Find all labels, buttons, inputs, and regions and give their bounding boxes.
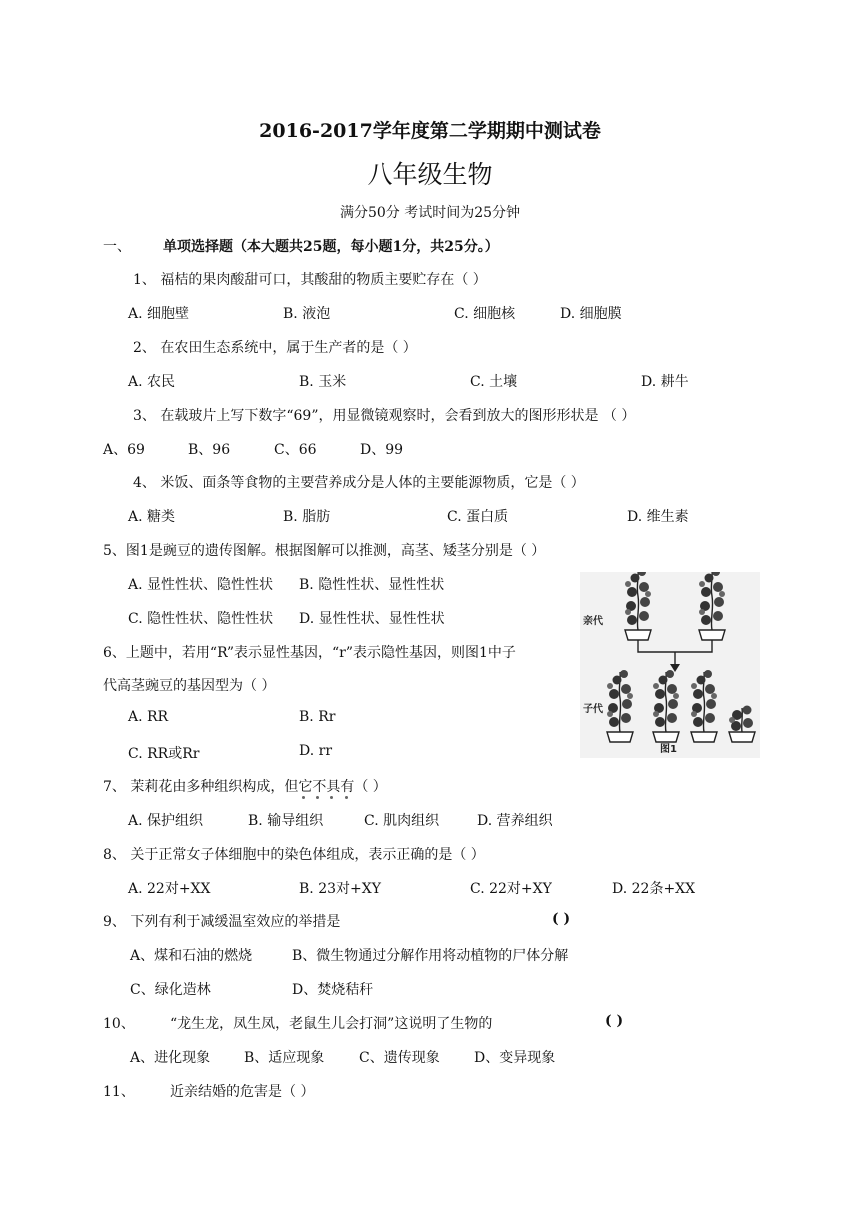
q4-option-c: C. 蛋白质 (447, 509, 509, 525)
q10-option-a: A、进化现象 (130, 1050, 211, 1066)
q8-option-d: D. 22条+XX (612, 881, 696, 897)
q5-option-c: C. 隐性性状、隐性性状 (128, 611, 274, 627)
q2-option-a: A. 农民 (128, 374, 176, 390)
question-7-stem: 7、 茉莉花由多种组织构成，但它不具有（ ） (103, 779, 387, 795)
q3-option-a: A、69 (103, 442, 145, 458)
question-10-stem: “龙生龙，凤生凤，老鼠生儿会打洞”这说明了生物的 (170, 1016, 493, 1032)
q4-option-a: A. 糖类 (128, 509, 176, 525)
question-5-stem: 5、图1是豌豆的遗传图解。根据图解可以推测，高茎、矮茎分别是（ ） (103, 543, 546, 559)
figure-caption: 图1 (660, 744, 677, 755)
cross-line (638, 640, 712, 652)
q10-answer-blank: ( ) (605, 1013, 624, 1029)
figure-1-pea-heredity (580, 572, 760, 758)
q6-option-b: B. Rr (299, 709, 336, 725)
q10-option-b: B、适应现象 (244, 1050, 325, 1066)
q5-option-a: A. 显性性状、隐性性状 (128, 577, 274, 593)
question-8-stem: 8、 关于正常女子体细胞中的染色体组成，表示正确的是（ ） (103, 847, 485, 863)
q1-option-b: B. 液泡 (283, 306, 331, 322)
q7-option-c: C. 肌肉组织 (364, 813, 440, 829)
emphasis-dot (316, 796, 319, 799)
q9-option-d: D、焚烧秸秆 (292, 982, 374, 998)
q6-option-d: D. rr (299, 743, 333, 759)
q8-option-c: C. 22对+XY (470, 881, 552, 897)
q6-option-a: A. RR (128, 709, 169, 725)
q2-option-d: D. 耕牛 (641, 374, 689, 390)
q8-option-b: B. 23对+XY (299, 881, 381, 897)
q1-option-c: C. 细胞核 (454, 306, 516, 322)
question-3-stem: 3、 在载玻片上写下数字“69”，用显微镜观察时，会看到放大的图形形状是 （ ） (133, 408, 636, 424)
q2-option-b: B. 玉米 (299, 374, 347, 390)
emphasis-dot (330, 796, 333, 799)
exam-title: 2016-2017学年度第二学期期中测试卷 (259, 120, 601, 142)
q7-option-b: B. 输导组织 (248, 813, 324, 829)
q7-option-d: D. 营养组织 (477, 813, 553, 829)
question-2-stem: 2、 在农田生态系统中，属于生产者的是（ ） (133, 340, 417, 356)
q3-option-d: D、99 (360, 442, 404, 458)
q3-option-c: C、66 (274, 442, 317, 458)
q9-option-b: B、微生物通过分解作用将动植物的尸体分解 (292, 948, 569, 964)
parent-plant-2 (699, 572, 725, 640)
q8-option-a: A. 22对+XX (128, 881, 211, 897)
child-plant-3 (691, 670, 717, 742)
exam-subject: 八年级生物 (367, 160, 493, 189)
q5-option-d: D. 显性性状、显性性状 (299, 611, 445, 627)
emphasis-dot (345, 796, 348, 799)
q6-option-c: C. RR或Rr (128, 746, 200, 762)
question-11-stem: 近亲结婚的危害是（ ） (170, 1084, 315, 1100)
question-10-number: 10、 (103, 1016, 135, 1032)
exam-info: 满分50分 考试时间为25分钟 (339, 205, 521, 221)
child-plant-4 (729, 706, 755, 743)
q9-option-c: C、绿化造林 (130, 982, 211, 998)
q10-option-d: D、变异现象 (474, 1050, 556, 1066)
parent-plant-1 (625, 572, 651, 640)
question-9-stem: 9、 下列有利于减缓温室效应的举措是 (103, 914, 341, 930)
child-plant-2 (653, 670, 679, 742)
q2-option-c: C. 土壤 (470, 374, 518, 390)
q9-option-a: A、煤和石油的燃烧 (130, 948, 253, 964)
question-11-number: 11、 (103, 1084, 135, 1100)
figure-label-child: 子代 (583, 704, 603, 715)
child-plant-1 (607, 670, 633, 742)
q4-option-b: B. 脂肪 (283, 509, 331, 525)
q1-option-d: D. 细胞膜 (560, 306, 622, 322)
q5-option-b: B. 隐性性状、显性性状 (299, 577, 445, 593)
section-title: 单项选择题（本大题共25题，每小题1分，共25分。） (163, 239, 499, 255)
q1-option-a: A. 细胞壁 (128, 306, 190, 322)
section-number: 一、 (103, 239, 131, 255)
q7-option-a: A. 保护组织 (128, 813, 204, 829)
question-6-stem: 6、上题中，若用“R”表示显性基因，“r”表示隐性基因，则图1中子 (103, 645, 516, 661)
q3-option-b: B、96 (188, 442, 231, 458)
emphasis-dot (302, 796, 305, 799)
q4-option-d: D. 维生素 (627, 509, 689, 525)
question-6-stem-cont: 代高茎豌豆的基因型为（ ） (103, 678, 276, 694)
figure-label-parent: 亲代 (583, 616, 603, 627)
question-4-stem: 4、 米饭、面条等食物的主要营养成分是人体的主要能源物质，它是（ ） (133, 475, 585, 491)
q10-option-c: C、遗传现象 (359, 1050, 440, 1066)
question-1-stem: 1、 福桔的果肉酸甜可口，其酸甜的物质主要贮存在（ ） (133, 272, 487, 288)
q9-answer-blank: ( ) (552, 911, 571, 927)
